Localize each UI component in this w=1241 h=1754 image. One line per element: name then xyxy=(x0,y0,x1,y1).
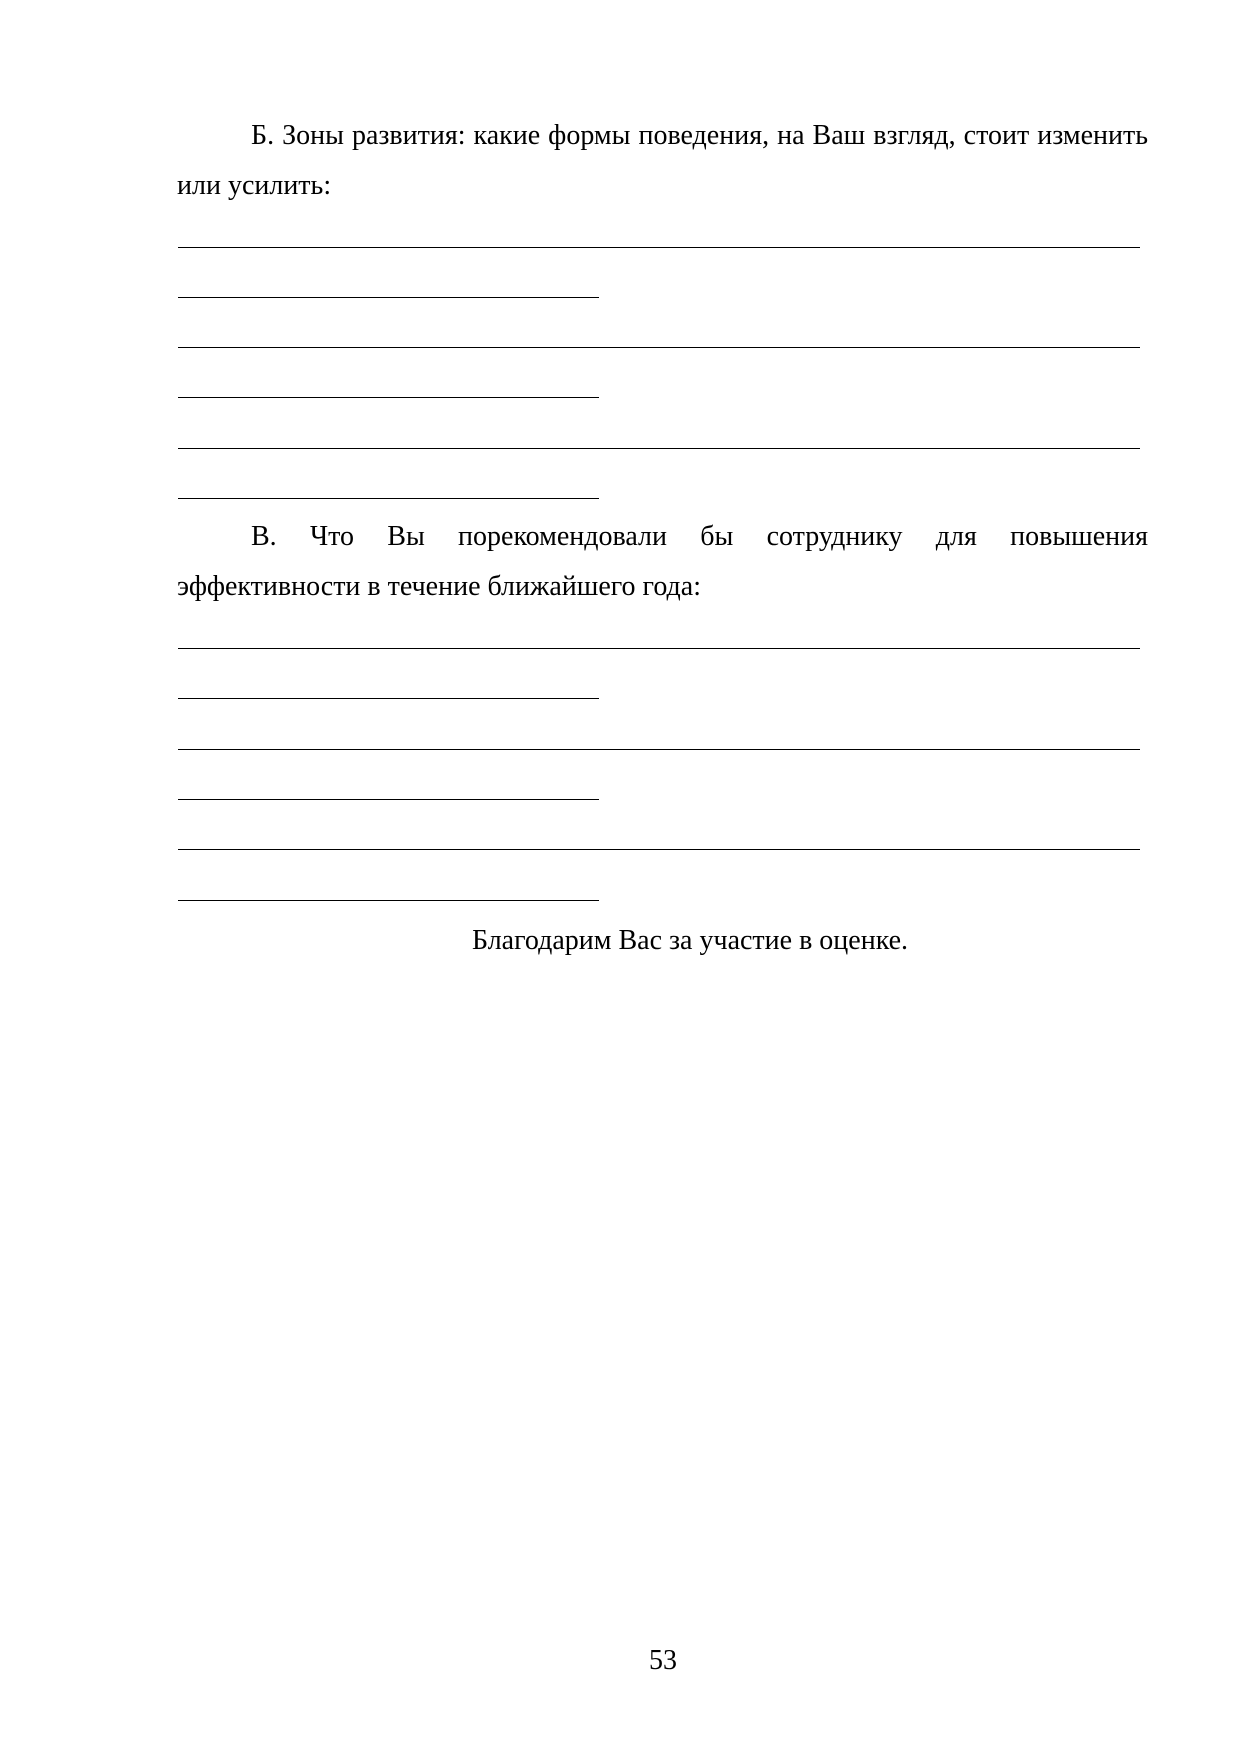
closing-thanks: Благодарим Вас за участие в оценке. xyxy=(472,925,909,956)
answer-line xyxy=(178,247,1140,248)
answer-line xyxy=(178,347,1140,348)
answer-line xyxy=(178,698,599,699)
answer-line xyxy=(178,297,599,298)
answer-line xyxy=(178,448,1140,449)
answer-line xyxy=(178,900,599,901)
section-v-prompt: В. Что Вы порекомендовали бы сотруднику для повышения эффективности в течение ближайшего года: xyxy=(177,521,1148,602)
answer-line xyxy=(178,397,599,398)
answer-line xyxy=(178,498,599,499)
section-b-prompt: Б. Зоны развития: какие формы поведения, на Ваш взгляд, стоит изменить или усилить: xyxy=(177,120,1148,201)
answer-line xyxy=(178,849,1140,850)
page-number: 53 xyxy=(649,1645,677,1676)
answer-line xyxy=(178,799,599,800)
answer-line xyxy=(178,648,1140,649)
answer-line xyxy=(178,749,1140,750)
